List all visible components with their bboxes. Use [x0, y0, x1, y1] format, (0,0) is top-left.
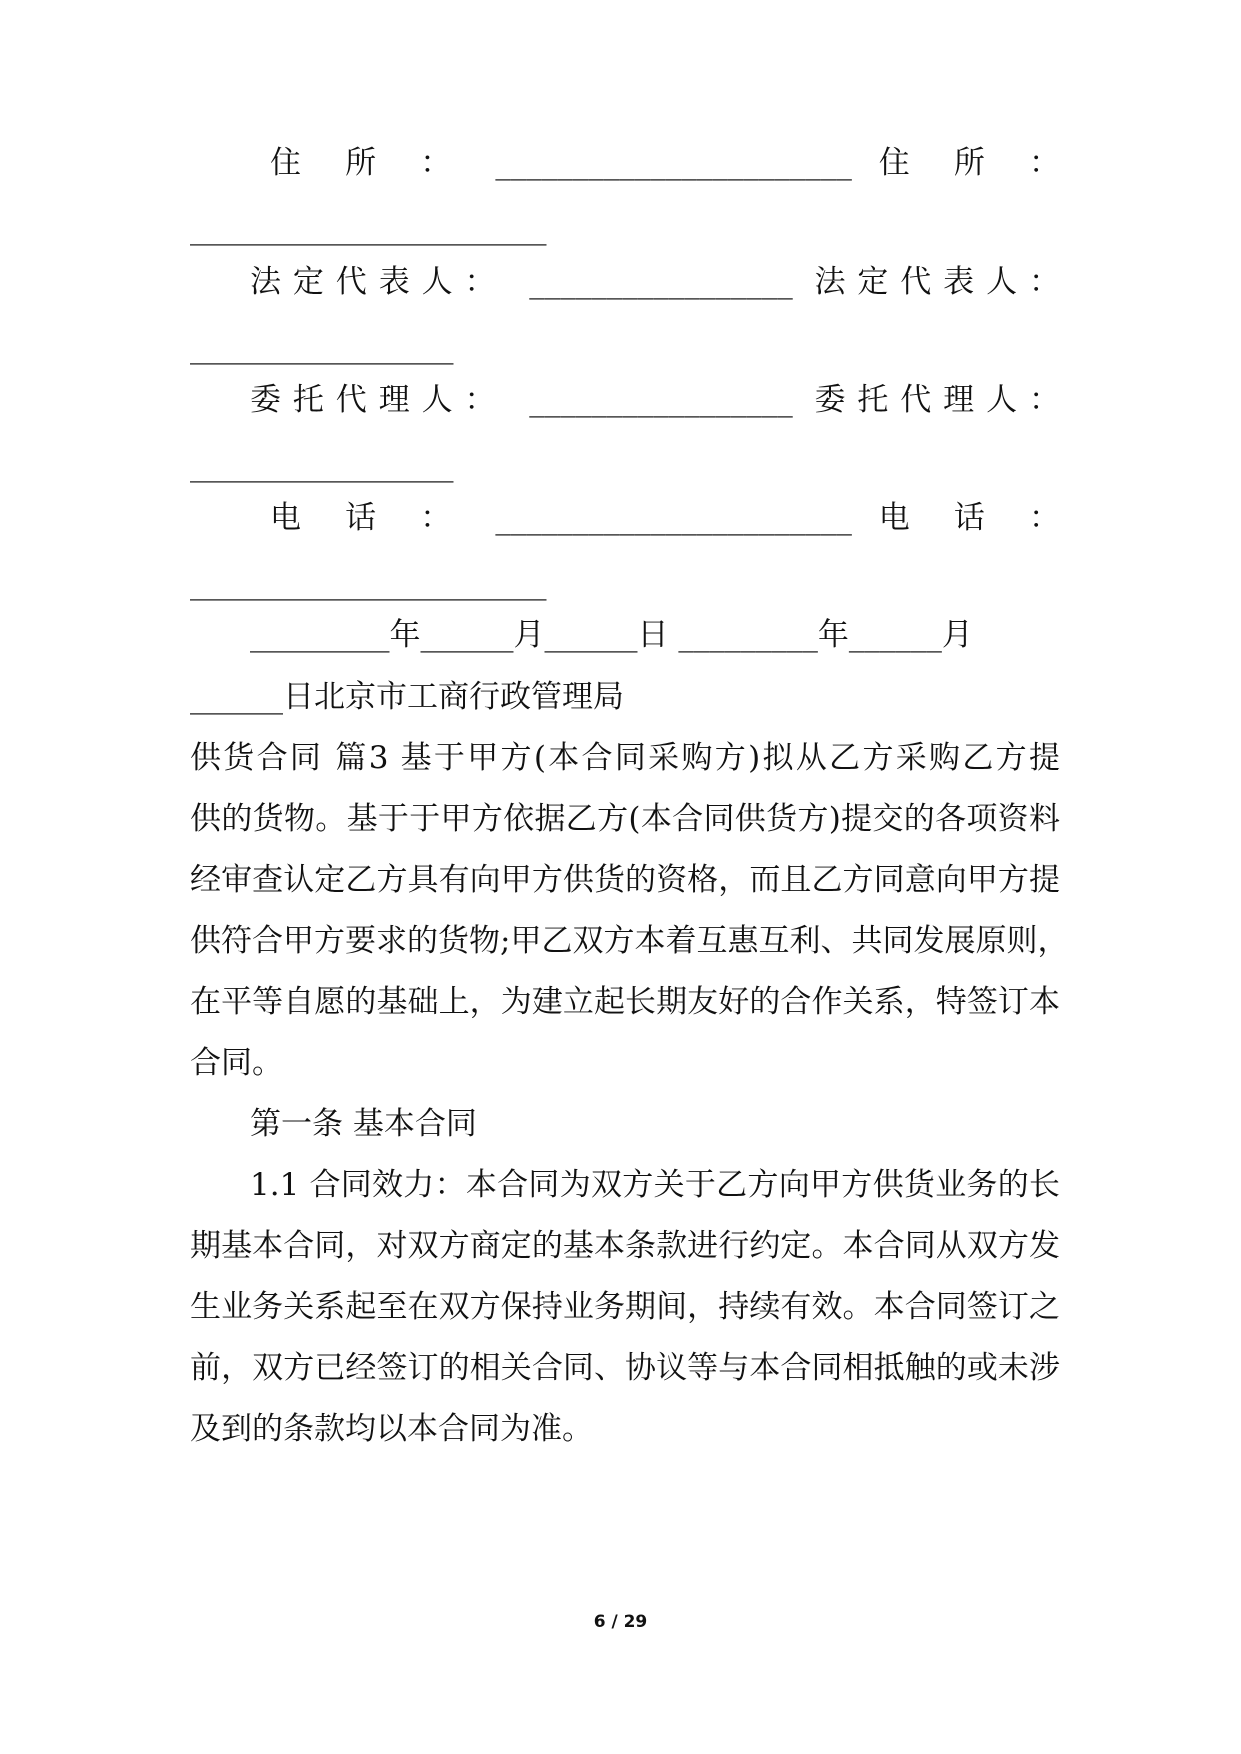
paragraph-line: 期基本合同，对双方商定的基本条款进行约定。本合同从双方发 — [190, 1228, 1060, 1264]
paragraph-line: 经审查认定乙方具有向甲方供货的资格，而且乙方同意向甲方提 — [190, 862, 1060, 898]
address-row — [270, 143, 1060, 183]
paragraph-line: 供货合同 篇3 基于甲方(本合同采购方)拟从乙方采购乙方提 — [190, 740, 1060, 776]
address-label-party-a: 住 所 ： — [270, 145, 469, 181]
paragraph-line: 1.1 合同效力：本合同为双方关于乙方向甲方供货业务的长 — [250, 1167, 1060, 1203]
phone-blank-party-a: _______________________ — [495, 500, 852, 536]
page-number: 6 / 29 — [593, 1612, 648, 1632]
phone-row — [270, 498, 1060, 538]
agent-blank-party-a: _________________ — [529, 382, 793, 418]
paragraph-line: 在平等自愿的基础上，为建立起长期友好的合作关系，特签订本 — [190, 984, 1060, 1020]
legal-rep-blank-party-b: _________________ — [190, 329, 454, 365]
address-label-party-b: 住 所 ： — [878, 145, 1060, 181]
phone-blank-party-b: _______________________ — [190, 565, 547, 601]
legal-rep-label-party-a: 法定代表人： — [250, 264, 508, 300]
paragraph-line: 生业务关系起至在双方保持业务期间，持续有效。本合同签订之 — [190, 1289, 1060, 1325]
phone-label-party-a: 电 话 ： — [270, 500, 469, 536]
legal-rep-blank-party-a: _________________ — [529, 264, 793, 300]
legal-rep-label-party-b: 法定代表人： — [814, 264, 1060, 300]
paragraph-line: 前，双方已经签订的相关合同、协议等与本合同相抵触的或未涉 — [190, 1350, 1060, 1386]
phone-label-party-b: 电 话 ： — [878, 500, 1060, 536]
agent-blank-party-b: _________________ — [190, 447, 454, 483]
paragraph-line: 及到的条款均以本合同为准。 — [190, 1411, 593, 1447]
paragraph-line: 合同。 — [190, 1045, 283, 1081]
date-row-line-2: ______日北京市工商行政管理局 — [190, 679, 624, 715]
legal-rep-row — [250, 262, 1060, 302]
date-row-line-1: _________年______月______日 _________年______月 — [250, 617, 973, 653]
agent-label-party-b: 委托代理人： — [814, 382, 1060, 418]
agent-row — [250, 380, 1060, 420]
article-title: 第一条 基本合同 — [250, 1106, 477, 1142]
paragraph-line: 供符合甲方要求的货物;甲乙双方本着互惠互利、共同发展原则， — [190, 923, 1069, 959]
address-blank-party-a: _______________________ — [495, 145, 852, 181]
paragraph-line: 供的货物。基于于甲方依据乙方(本合同供货方)提交的各项资料 — [190, 801, 1060, 837]
agent-label-party-a: 委托代理人： — [250, 382, 508, 418]
address-blank-party-b: _______________________ — [190, 210, 547, 246]
